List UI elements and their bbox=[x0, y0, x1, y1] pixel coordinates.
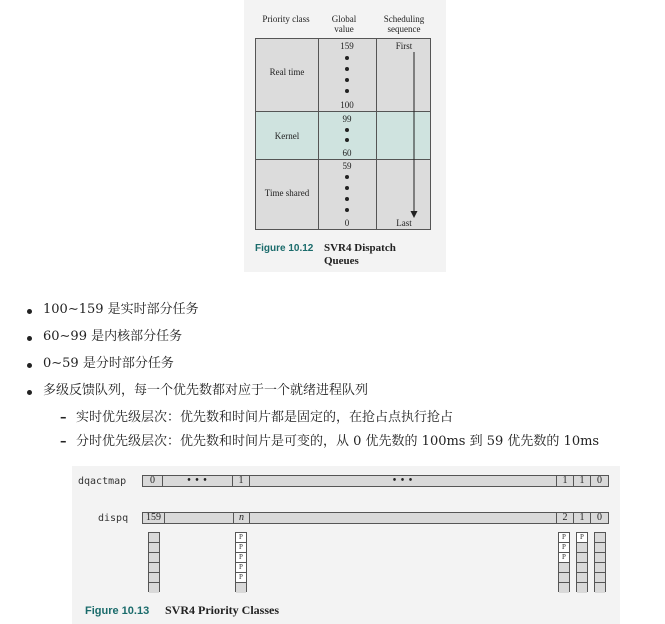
queue-slot bbox=[236, 583, 246, 593]
down-arrow-icon bbox=[376, 39, 432, 229]
dqactmap-label: dqactmap bbox=[78, 476, 127, 487]
process-entry: P bbox=[236, 563, 246, 573]
queue-slot bbox=[577, 553, 587, 563]
queue-slot bbox=[595, 583, 605, 593]
bullet-dot bbox=[27, 390, 32, 395]
dispq-cell: 0 bbox=[597, 512, 602, 523]
class-label-time-shared: Time shared bbox=[264, 188, 310, 198]
dqactmap-ellipsis: • • • bbox=[250, 476, 557, 486]
figure-svr4-dispatch-queues bbox=[244, 0, 446, 272]
caption-text: SVR4 Priority Classes bbox=[165, 603, 279, 617]
process-entry: P bbox=[236, 553, 246, 563]
dispq-bar bbox=[142, 512, 609, 524]
caption-number: Figure 10.13 bbox=[85, 605, 150, 617]
figure-svr4-priority-classes bbox=[72, 466, 620, 624]
dot bbox=[345, 175, 349, 179]
dispq-gap bbox=[250, 513, 557, 523]
process-entry: P bbox=[559, 553, 569, 563]
sub-list-item: 分时优先级层次：优先数和时间片是可变的，从 0 优先数的 100ms 到 59 优先数的 10ms bbox=[76, 434, 600, 449]
dispq-cell: n bbox=[234, 513, 250, 523]
last-label: Last bbox=[396, 218, 412, 228]
queue-slot bbox=[149, 563, 159, 573]
dispq-label: dispq bbox=[98, 513, 129, 524]
dot bbox=[345, 197, 349, 201]
dispq-cell: 159 bbox=[143, 513, 165, 523]
queue-slot bbox=[595, 553, 605, 563]
dot bbox=[345, 186, 349, 190]
class-label-kernel: Kernel bbox=[274, 131, 300, 141]
list-item: 100∼159 是实时部分任务 bbox=[43, 302, 199, 317]
queue-slot bbox=[559, 583, 569, 593]
queue-stack-n bbox=[235, 532, 247, 592]
dqactmap-cell: 1 bbox=[574, 476, 591, 486]
dot bbox=[345, 78, 349, 82]
value-0: 0 bbox=[344, 218, 350, 228]
queue-slot bbox=[577, 573, 587, 583]
dot bbox=[345, 128, 349, 132]
caption-number: Figure 10.12 bbox=[255, 243, 314, 254]
dispq-gap bbox=[165, 513, 234, 523]
process-entry: P bbox=[236, 543, 246, 553]
queue-slot bbox=[559, 563, 569, 573]
dash-marker: – bbox=[60, 410, 67, 425]
dqactmap-cell: 1 bbox=[233, 476, 250, 486]
bullet-dot bbox=[27, 309, 32, 314]
process-entry: P bbox=[577, 533, 587, 543]
value-59: 59 bbox=[342, 161, 352, 171]
queue-slot bbox=[149, 583, 159, 593]
queue-slot bbox=[595, 573, 605, 583]
value-60: 60 bbox=[342, 148, 352, 158]
queue-slot bbox=[595, 543, 605, 553]
value-99: 99 bbox=[342, 114, 352, 124]
value-100: 100 bbox=[340, 100, 354, 110]
queue-slot bbox=[149, 573, 159, 583]
dot bbox=[345, 208, 349, 212]
dqactmap-cell: 0 bbox=[143, 476, 163, 486]
process-entry: P bbox=[559, 543, 569, 553]
first-label: First bbox=[395, 41, 413, 51]
bullet-dot bbox=[27, 363, 32, 368]
bullet-dot bbox=[27, 336, 32, 341]
queue-slot bbox=[577, 543, 587, 553]
dqactmap-cell: 0 bbox=[597, 475, 602, 486]
dqactmap-ellipsis: • • • bbox=[163, 476, 233, 486]
process-entry: P bbox=[236, 573, 246, 583]
class-label-real-time: Real time bbox=[269, 67, 305, 77]
queue-slot bbox=[577, 563, 587, 573]
queue-slot bbox=[595, 533, 605, 543]
dot bbox=[345, 138, 349, 142]
process-entry: P bbox=[559, 533, 569, 543]
dispq-cell: 1 bbox=[574, 513, 591, 523]
list-item: 60∼99 是内核部分任务 bbox=[43, 329, 183, 344]
queue-slot bbox=[149, 533, 159, 543]
bullet-list bbox=[0, 300, 665, 460]
queue-slot bbox=[149, 543, 159, 553]
queue-stack-2 bbox=[558, 532, 570, 592]
dispq-cell: 2 bbox=[557, 513, 574, 523]
list-item: 0∼59 是分时部分任务 bbox=[43, 356, 174, 371]
dot bbox=[345, 89, 349, 93]
dispatch-table bbox=[255, 38, 431, 230]
queue-stack-0 bbox=[594, 532, 606, 592]
header-priority-class: Priority class bbox=[262, 14, 310, 24]
dot bbox=[345, 56, 349, 60]
queue-slot bbox=[595, 563, 605, 573]
dqactmap-bar bbox=[142, 475, 609, 487]
sub-list-item: 实时优先级层次：优先数和时间片都是固定的，在抢占点执行抢占 bbox=[76, 410, 454, 425]
value-159: 159 bbox=[340, 41, 354, 51]
dqactmap-cell: 1 bbox=[557, 476, 574, 486]
dash-marker: – bbox=[60, 434, 67, 449]
caption-text: SVR4 Dispatch Queues bbox=[324, 242, 396, 267]
process-entry: P bbox=[236, 533, 246, 543]
queue-stack-1 bbox=[576, 532, 588, 592]
queue-slot bbox=[559, 573, 569, 583]
queue-stack-159 bbox=[148, 532, 160, 592]
list-item: 多级反馈队列，每一个优先数都对应于一个就绪进程队列 bbox=[43, 383, 369, 398]
column-divider bbox=[318, 39, 319, 229]
dot bbox=[345, 67, 349, 71]
queue-slot bbox=[149, 553, 159, 563]
header-scheduling-sequence: Scheduling sequence bbox=[383, 14, 425, 34]
queue-slot bbox=[577, 583, 587, 593]
header-global-value: Global value bbox=[331, 14, 357, 34]
